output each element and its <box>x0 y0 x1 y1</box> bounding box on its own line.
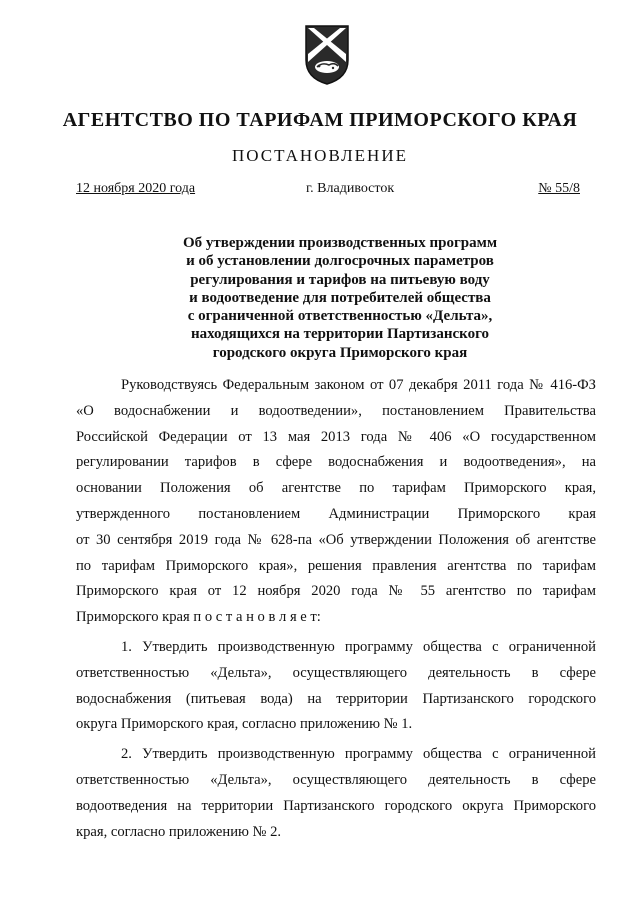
clause-2 <box>76 742 596 845</box>
body-line: водоснабжения (питьевая вода) на территории Партизанского городского <box>76 690 596 707</box>
title-line: Об утверждении производственных программ <box>182 235 498 251</box>
document-meta <box>76 181 580 201</box>
title-line: городского округа Приморского края <box>212 344 468 361</box>
clause-1 <box>76 635 596 738</box>
body-line: Приморского края п о с т а н о в л я е т: <box>76 609 321 626</box>
body-line: 2. Утвердить производственную программу общества с ограниченной <box>121 746 596 763</box>
document-title <box>140 234 540 362</box>
body-line: ответственностью «Дельта», осуществляющего деятельность в сфере <box>76 771 596 788</box>
body-line: утвержденного постановлением Администрации Приморского края <box>76 505 596 522</box>
body-line: по тарифам Приморского края», решения правления агентства по тарифам <box>76 557 596 574</box>
body-line: края, согласно приложению № 2. <box>76 823 282 840</box>
title-line: регулирования и тарифов на питьевую воду <box>190 271 490 288</box>
body-line: округа Приморского края, согласно приложению № 1. <box>76 716 413 733</box>
document-type: ПОСТАНОВЛЕНИЕ <box>231 146 408 165</box>
body-line: ответственностью «Дельта», осуществляющего деятельность в сфере <box>76 664 596 681</box>
body-line: «О водоснабжении и водоотведении», постановлением Правительства <box>76 402 596 419</box>
body-line: 1. Утвердить производственную программу общества с ограниченной <box>121 638 596 655</box>
body-line: основании Положения об агентстве по тарифам Приморского края, <box>76 480 596 497</box>
coat-of-arms-icon <box>302 22 352 86</box>
title-line: находящихся на территории Партизанского <box>190 326 490 343</box>
document-number: № 55/8 <box>538 181 580 196</box>
body-line: Руководствуясь Федеральным законом от 07 декабря 2011 года № 416-ФЗ <box>121 377 596 393</box>
body-line: Российской Федерации от 13 мая 2013 года № 406 «О государственном <box>76 428 596 445</box>
body-line: водоотведения на территории Партизанского городского округа Приморского <box>76 797 596 814</box>
title-line: и водоотведение для потребителей общества <box>189 289 491 306</box>
body-line: от 30 сентября 2019 года № 628-па «Об утверждении Положения об агентстве <box>76 531 596 548</box>
title-line: с ограниченной ответственностью «Дельта», <box>187 308 493 325</box>
document-city: г. Владивосток <box>306 181 395 196</box>
preamble-paragraph <box>76 373 596 631</box>
document-date: 12 ноября 2020 года <box>76 181 196 196</box>
document-body <box>76 373 596 845</box>
body-line: Приморского края от 12 ноября 2020 года № 55 агентство по тарифам <box>76 583 596 600</box>
body-line: регулировании тарифов в сфере водоснабжения и водоотведения», на <box>76 454 596 471</box>
agency-name: АГЕНТСТВО ПО ТАРИФАМ ПРИМОРСКОГО КРАЯ <box>62 109 578 131</box>
title-line: и об установлении долгосрочных параметров <box>186 253 494 270</box>
